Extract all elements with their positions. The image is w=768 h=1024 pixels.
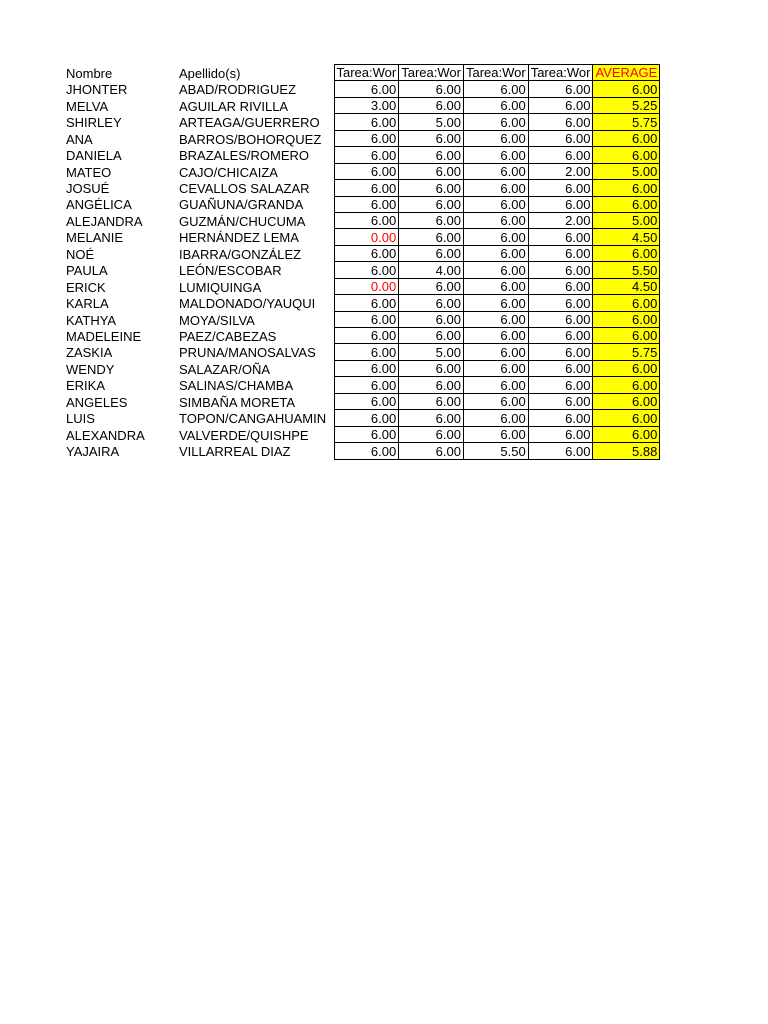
table-row — [64, 295, 660, 311]
score-cell: 6.00 — [528, 97, 593, 113]
student-surname: GUAÑUNA/GRANDA — [179, 197, 304, 213]
table-row — [64, 344, 660, 360]
average-cell: 5.50 — [593, 262, 660, 278]
table-row — [64, 130, 660, 146]
score-cell: 6.00 — [463, 245, 528, 261]
header-tarea-2: Tarea:Wor — [399, 65, 464, 81]
table-row — [64, 196, 660, 212]
score-cell: 6.00 — [334, 410, 399, 426]
student-first-name: DANIELA — [66, 148, 122, 164]
student-first-name: ANA — [66, 131, 93, 147]
score-cell: 6.00 — [399, 410, 464, 426]
score-cell: 6.00 — [334, 245, 399, 261]
score-cell: 3.00 — [334, 97, 399, 113]
average-cell: 4.50 — [593, 229, 660, 245]
student-surname: BARROS/BOHORQUEZ — [179, 131, 322, 147]
student-surname: SIMBAÑA MORETA — [179, 394, 296, 410]
table-row — [64, 245, 660, 261]
average-cell: 6.00 — [593, 328, 660, 344]
student-surname: VILLARREAL DIAZ — [179, 444, 291, 459]
score-cell: 6.00 — [334, 163, 399, 179]
score-cell: 6.00 — [399, 212, 464, 228]
grades-table — [64, 64, 660, 460]
student-first-name: SHIRLEY — [66, 115, 122, 131]
student-surname: MALDONADO/YAUQUI — [179, 296, 316, 312]
score-cell: 6.00 — [528, 410, 593, 426]
score-cell: 6.00 — [334, 426, 399, 442]
score-cell: 6.00 — [399, 81, 464, 97]
student-first-name: MATEO — [66, 164, 112, 180]
score-cell: 6.00 — [334, 212, 399, 228]
score-cell: 6.00 — [334, 81, 399, 97]
table-row — [64, 81, 660, 97]
score-cell: 2.00 — [528, 212, 593, 228]
score-cell: 5.00 — [399, 344, 464, 360]
score-cell: 6.00 — [399, 328, 464, 344]
average-cell: 6.00 — [593, 311, 660, 327]
student-first-name: PAULA — [66, 263, 108, 279]
score-cell: 6.00 — [399, 147, 464, 163]
score-cell: 6.00 — [334, 344, 399, 360]
score-cell: 6.00 — [463, 410, 528, 426]
score-cell: 6.00 — [334, 130, 399, 146]
student-first-name: JOSUÉ — [66, 181, 110, 196]
student-surname: SALINAS/CHAMBA — [179, 378, 294, 394]
student-surname: ARTEAGA/GUERRERO — [179, 115, 320, 131]
table-row — [64, 114, 660, 130]
average-cell: 6.00 — [593, 426, 660, 442]
student-surname: CAJO/CHICAIZA — [179, 164, 278, 180]
score-cell: 6.00 — [528, 229, 593, 245]
score-cell: 6.00 — [528, 245, 593, 261]
score-cell: 6.00 — [463, 377, 528, 393]
header-average: AVERAGE — [593, 65, 660, 81]
score-cell: 0.00 — [334, 229, 399, 245]
table-row — [64, 147, 660, 163]
student-first-name: ANGELES — [66, 394, 128, 410]
score-cell: 6.00 — [399, 245, 464, 261]
average-cell: 6.00 — [593, 295, 660, 311]
average-cell: 5.00 — [593, 163, 660, 179]
student-first-name: WENDY — [66, 361, 115, 377]
score-cell: 6.00 — [463, 393, 528, 409]
score-cell: 6.00 — [399, 196, 464, 212]
score-cell: 6.00 — [463, 328, 528, 344]
score-cell: 6.00 — [399, 360, 464, 376]
score-cell: 6.00 — [334, 360, 399, 376]
score-cell: 6.00 — [528, 81, 593, 97]
score-cell: 6.00 — [399, 278, 464, 294]
score-cell: 6.00 — [528, 360, 593, 376]
score-cell: 6.00 — [463, 97, 528, 113]
score-cell: 5.50 — [463, 443, 528, 459]
table-row — [64, 377, 660, 393]
header-tarea-4: Tarea:Wor — [528, 65, 593, 81]
student-surname: MOYA/SILVA — [179, 312, 255, 328]
score-cell: 6.00 — [399, 443, 464, 459]
score-cell: 6.00 — [463, 426, 528, 442]
table-row — [64, 278, 660, 294]
score-cell: 5.00 — [399, 114, 464, 130]
score-cell: 6.00 — [334, 262, 399, 278]
score-cell: 6.00 — [334, 147, 399, 163]
student-surname: PAEZ/CABEZAS — [179, 328, 277, 344]
average-cell: 6.00 — [593, 180, 660, 196]
score-cell: 6.00 — [463, 163, 528, 179]
table-row — [64, 360, 660, 376]
score-cell: 6.00 — [528, 130, 593, 146]
table-row — [64, 311, 660, 327]
student-first-name: ANGÉLICA — [66, 197, 132, 213]
student-surname: TOPON/CANGAHUAMIN — [179, 411, 327, 427]
average-cell: 6.00 — [593, 81, 660, 97]
table-row — [64, 163, 660, 179]
score-cell: 6.00 — [399, 295, 464, 311]
score-cell: 6.00 — [334, 377, 399, 393]
score-cell: 6.00 — [334, 393, 399, 409]
score-cell: 6.00 — [528, 311, 593, 327]
student-surname: LUMIQUINGA — [179, 279, 262, 295]
table-row — [64, 229, 660, 245]
student-first-name: JHONTER — [66, 82, 128, 98]
score-cell: 0.00 — [334, 278, 399, 294]
table-row — [64, 410, 660, 426]
header-apellidos: Apellido(s) — [179, 65, 241, 81]
score-cell: 6.00 — [463, 344, 528, 360]
student-surname: BRAZALES/ROMERO — [179, 148, 310, 164]
average-cell: 5.00 — [593, 212, 660, 228]
table-row — [64, 180, 660, 196]
student-first-name: MELVA — [66, 98, 109, 114]
student-first-name: MELANIE — [66, 230, 124, 246]
score-cell: 6.00 — [463, 196, 528, 212]
student-surname: GUZMÁN/CHUCUMA — [179, 213, 306, 229]
score-cell: 6.00 — [334, 180, 399, 196]
score-cell: 6.00 — [399, 180, 464, 196]
score-cell: 6.00 — [463, 114, 528, 130]
score-cell: 2.00 — [528, 163, 593, 179]
average-cell: 6.00 — [593, 245, 660, 261]
student-first-name: ALEJANDRA — [66, 213, 143, 229]
header-nombre: Nombre — [66, 65, 113, 81]
student-surname: IBARRA/GONZÁLEZ — [179, 246, 302, 262]
score-cell: 6.00 — [334, 114, 399, 130]
score-cell: 6.00 — [463, 147, 528, 163]
average-cell: 6.00 — [593, 360, 660, 376]
table-row — [64, 426, 660, 442]
score-cell: 6.00 — [334, 443, 399, 459]
score-cell: 6.00 — [399, 163, 464, 179]
score-cell: 6.00 — [528, 328, 593, 344]
score-cell: 6.00 — [399, 377, 464, 393]
student-surname: AGUILAR RIVILLA — [179, 98, 289, 114]
student-first-name: KATHYA — [66, 312, 117, 328]
average-cell: 6.00 — [593, 196, 660, 212]
grades-body — [64, 81, 660, 459]
score-cell: 6.00 — [463, 180, 528, 196]
score-cell: 6.00 — [528, 278, 593, 294]
average-cell: 4.50 — [593, 278, 660, 294]
student-surname: PRUNA/MANOSALVAS — [179, 345, 316, 361]
average-cell: 6.00 — [593, 130, 660, 146]
student-first-name: ERICK — [66, 279, 106, 295]
score-cell: 6.00 — [528, 295, 593, 311]
score-cell: 6.00 — [463, 130, 528, 146]
score-cell: 6.00 — [528, 443, 593, 459]
score-cell: 6.00 — [334, 295, 399, 311]
header-tarea-1: Tarea:Wor — [334, 65, 399, 81]
score-cell: 6.00 — [528, 377, 593, 393]
average-cell: 6.00 — [593, 393, 660, 409]
score-cell: 6.00 — [399, 130, 464, 146]
table-row — [64, 212, 660, 228]
score-cell: 6.00 — [463, 278, 528, 294]
student-first-name: ERIKA — [66, 378, 106, 394]
average-cell: 6.00 — [593, 147, 660, 163]
table-row — [64, 328, 660, 344]
score-cell: 6.00 — [399, 229, 464, 245]
score-cell: 6.00 — [463, 311, 528, 327]
table-row — [64, 393, 660, 409]
score-cell: 6.00 — [399, 311, 464, 327]
student-first-name: YAJAIRA — [66, 444, 120, 459]
average-cell: 6.00 — [593, 410, 660, 426]
score-cell: 6.00 — [528, 262, 593, 278]
average-cell: 6.00 — [593, 377, 660, 393]
score-cell: 6.00 — [399, 426, 464, 442]
score-cell: 6.00 — [334, 311, 399, 327]
score-cell: 6.00 — [463, 262, 528, 278]
table-row — [64, 443, 660, 459]
student-surname: HERNÁNDEZ LEMA — [179, 230, 299, 246]
score-cell: 6.00 — [334, 196, 399, 212]
average-cell: 5.75 — [593, 344, 660, 360]
score-cell: 6.00 — [463, 212, 528, 228]
score-cell: 6.00 — [463, 81, 528, 97]
score-cell: 6.00 — [528, 147, 593, 163]
average-cell: 5.75 — [593, 114, 660, 130]
student-surname: SALAZAR/OÑA — [179, 361, 271, 377]
student-first-name: LUIS — [66, 411, 95, 427]
student-first-name: NOÉ — [66, 246, 95, 262]
student-surname: CEVALLOS SALAZAR — [179, 181, 310, 196]
table-row — [64, 97, 660, 113]
score-cell: 6.00 — [463, 229, 528, 245]
student-surname: LEÓN/ESCOBAR — [179, 263, 282, 279]
student-surname: ABAD/RODRIGUEZ — [179, 82, 297, 98]
header-row — [64, 65, 660, 81]
score-cell: 6.00 — [528, 344, 593, 360]
student-first-name: ALEXANDRA — [66, 427, 145, 443]
header-tarea-3: Tarea:Wor — [463, 65, 528, 81]
score-cell: 6.00 — [463, 360, 528, 376]
average-cell: 5.25 — [593, 97, 660, 113]
score-cell: 6.00 — [528, 393, 593, 409]
score-cell: 6.00 — [528, 114, 593, 130]
student-first-name: MADELEINE — [66, 328, 142, 344]
student-surname: VALVERDE/QUISHPE — [179, 427, 309, 443]
score-cell: 6.00 — [399, 97, 464, 113]
score-cell: 6.00 — [463, 295, 528, 311]
score-cell: 4.00 — [399, 262, 464, 278]
student-first-name: ZASKIA — [66, 345, 113, 361]
score-cell: 6.00 — [528, 426, 593, 442]
score-cell: 6.00 — [528, 180, 593, 196]
grades-sheet — [64, 64, 660, 460]
score-cell: 6.00 — [528, 196, 593, 212]
student-first-name: KARLA — [66, 296, 109, 312]
table-row — [64, 262, 660, 278]
score-cell: 6.00 — [334, 328, 399, 344]
score-cell: 6.00 — [399, 393, 464, 409]
average-cell: 5.88 — [593, 443, 660, 459]
